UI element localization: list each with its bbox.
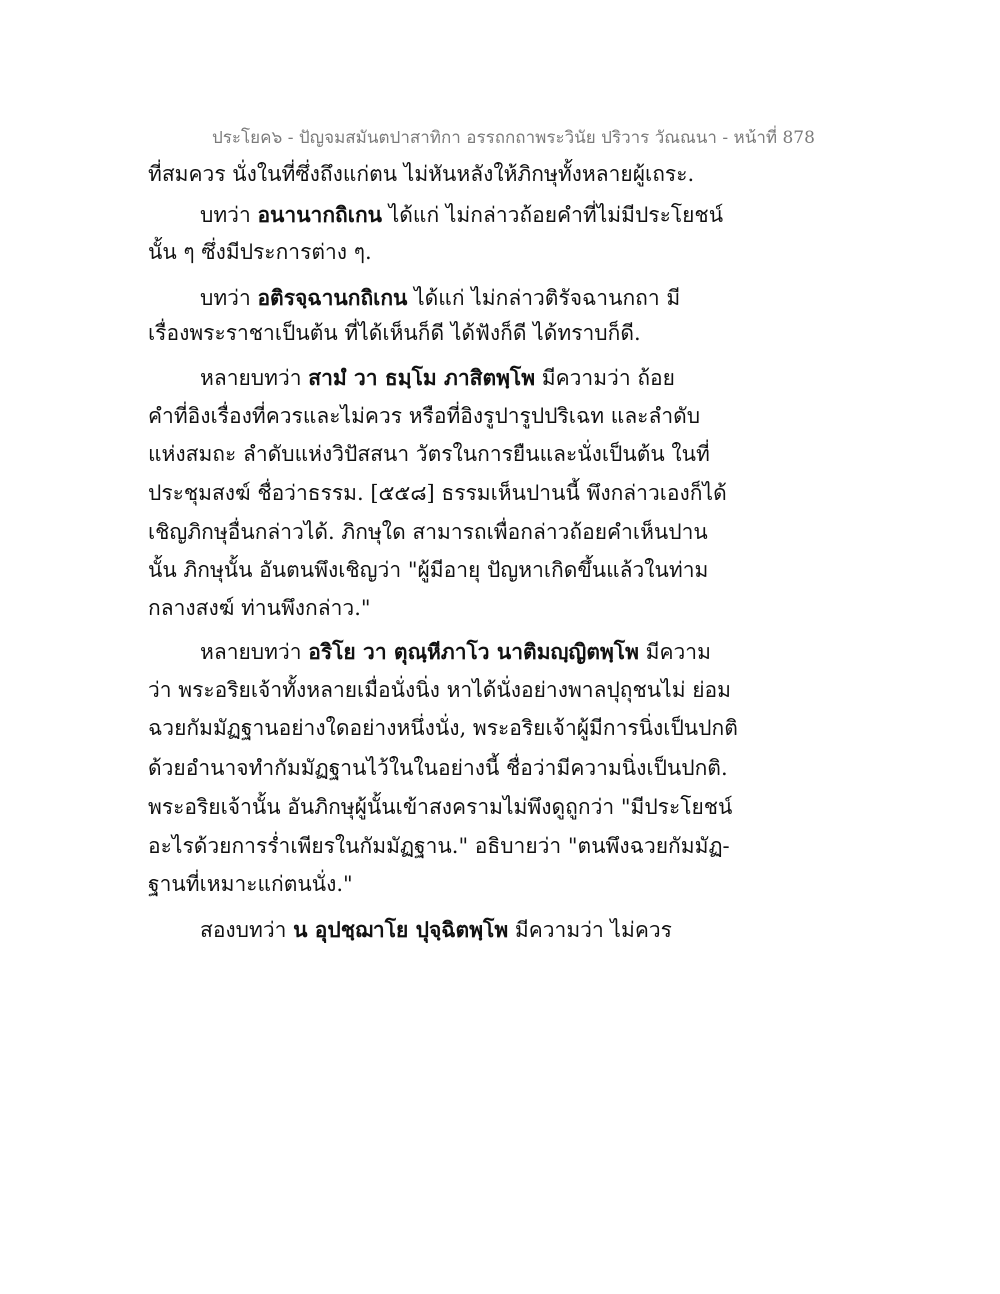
- text-line: [200, 201, 723, 229]
- text-line: [148, 832, 730, 860]
- term-bold: อติรจฺฉานกถิเกน: [257, 285, 408, 310]
- text-line: [148, 238, 372, 266]
- line-text: แห่งสมถะ ลำดับแห่งวิปัสสนา วัตรในการยืนและนั่งเป็นต้น ในที่: [148, 442, 710, 466]
- line-text: คำที่อิงเรื่องที่ควรและไม่ควร หรือที่อิงรูปารูปปริเฉท และลำดับ: [148, 404, 701, 428]
- text-line: [200, 364, 675, 392]
- term-bold: อริโย วา ตุณฺหีภาโว นาติมญฺญิตพฺโพ: [308, 639, 639, 664]
- text-line: [148, 793, 732, 821]
- line-text: พระอริยเจ้านั้น อันภิกษุผู้นั้นเข้าสงครามไม่พึงดูถูกว่า "มีประโยชน์: [148, 795, 733, 819]
- line-text: มีความว่า ถ้อย: [535, 366, 675, 390]
- text-line: [148, 518, 708, 546]
- line-text: ที่สมควร นั่งในที่ซึ่งถึงแก่ตน ไม่หันหลังให้ภิกษุทั้งหลายผู้เถระ.: [148, 162, 695, 186]
- text-line: [148, 870, 353, 898]
- text-line: [200, 916, 672, 944]
- text-line: [148, 402, 700, 430]
- text-line: [148, 479, 727, 507]
- text-line: [148, 440, 710, 468]
- page-header: ประโยค๖ - ปัญจมสมันตปาสาทิกา อรรถกถาพระวินัย ปริวาร วัณณนา - หน้าที่ 878: [212, 128, 815, 148]
- line-text: ได้แก่ ไม่กล่าวถ้อยคำที่ไม่มีประโยชน์: [382, 203, 724, 227]
- text-line: [148, 754, 728, 782]
- line-text: ได้แก่ ไม่กล่าวติรัจฉานกถา มี: [407, 286, 681, 310]
- line-text: หลายบทว่า: [200, 640, 309, 664]
- line-text: กลางสงฆ์ ท่านพึงกล่าว.": [148, 596, 371, 620]
- line-text: ฐานที่เหมาะแก่ตนนั่ง.": [148, 872, 353, 896]
- line-text: บทว่า: [200, 286, 258, 310]
- line-text: ฉวยกัมมัฏฐานอย่างใดอย่างหนึ่งนั่ง, พระอริยเจ้าผู้มีการนิ่งเป็นปกติ: [148, 716, 738, 740]
- text-line: [200, 638, 711, 666]
- line-text: นั้น ๆ ซึ่งมีประการต่าง ๆ.: [148, 240, 372, 264]
- line-text: ประชุมสงฆ์ ชื่อว่าธรรม. [๕๕๘] ธรรมเห็นปานนี้ พึงกล่าวเองก็ได้: [148, 481, 727, 505]
- line-text: ด้วยอำนาจทำกัมมัฏฐานไว้ในในอย่างนี้ ชื่อว่ามีความนิ่งเป็นปกติ.: [148, 756, 728, 780]
- line-text: มีความว่า ไม่ควร: [508, 918, 672, 942]
- text-line: [148, 160, 694, 188]
- term-bold: น อุปชฺฌาโย ปุจฺฉิตพฺโพ: [293, 917, 509, 942]
- text-line: [148, 556, 708, 584]
- text-line: [148, 594, 371, 622]
- line-text: มีความ: [638, 640, 711, 664]
- term-bold: สามํ วา ธมฺโม ภาสิตพฺโพ: [308, 365, 536, 390]
- line-text: บทว่า: [200, 203, 258, 227]
- line-text: สองบทว่า: [200, 918, 294, 942]
- line-text: นั้น ภิกษุนั้น อันตนพึงเชิญว่า "ผู้มีอายุ ปัญหาเกิดขึ้นแล้วในท่าม: [148, 558, 709, 582]
- text-line: [148, 676, 731, 704]
- text-line: [148, 319, 641, 347]
- line-text: เชิญภิกษุอื่นกล่าวได้. ภิกษุใด สามารถเพื่อกล่าวถ้อยคำเห็นปาน: [148, 520, 708, 544]
- line-text: หลายบทว่า: [200, 366, 309, 390]
- text-line: [148, 714, 738, 742]
- line-text: ว่า พระอริยเจ้าทั้งหลายเมื่อนั่งนิ่ง หาได้นั่งอย่างพาลปุถุชนไม่ ย่อม: [148, 678, 731, 702]
- text-line: [200, 284, 680, 312]
- line-text: อะไรด้วยการร่ำเพียรในกัมมัฏฐาน." อธิบายว่า "ตนพึงฉวยกัมมัฏ-: [148, 834, 730, 858]
- line-text: เรื่องพระราชาเป็นต้น ที่ได้เห็นก็ดี ได้ฟังก็ดี ได้ทราบก็ดี.: [148, 321, 641, 345]
- term-bold: อนานากถิเกน: [257, 202, 383, 227]
